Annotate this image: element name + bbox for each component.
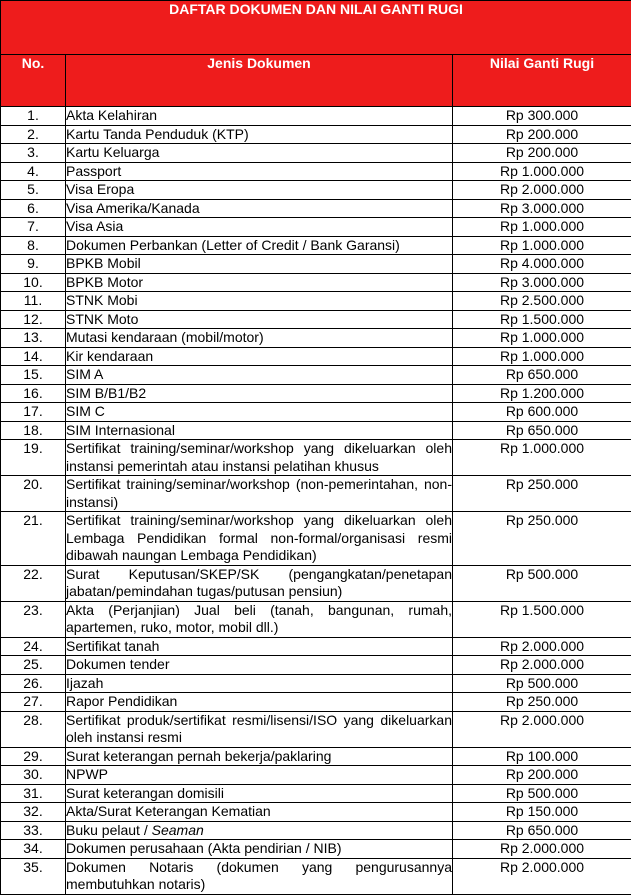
document-type: Surat keterangan pernah bekerja/paklaring xyxy=(66,747,453,766)
table-row xyxy=(1,693,631,712)
table-row xyxy=(1,803,631,822)
replacement-value: Rp 500.000 xyxy=(453,674,631,693)
replacement-value: Rp 1.000.000 xyxy=(453,162,631,181)
document-type: Kartu Keluarga xyxy=(66,144,453,163)
replacement-value: Rp 1.200.000 xyxy=(453,384,631,403)
document-type: Visa Eropa xyxy=(66,181,453,200)
table-row xyxy=(1,747,631,766)
replacement-value: Rp 250.000 xyxy=(453,476,631,512)
replacement-value: Rp 1.000.000 xyxy=(453,236,631,255)
table-row xyxy=(1,601,631,637)
table-row xyxy=(1,637,631,656)
replacement-value: Rp 3.000.000 xyxy=(453,199,631,218)
document-type xyxy=(66,821,453,840)
table-row xyxy=(1,329,631,348)
document-type: STNK Mobi xyxy=(66,292,453,311)
table-row xyxy=(1,784,631,803)
document-type-italic-text: Seaman xyxy=(152,822,204,838)
row-number: 8. xyxy=(1,236,66,255)
table-row xyxy=(1,512,631,566)
document-type: Dokumen perusahaan (Akta pendirian / NIB) xyxy=(66,840,453,859)
replacement-value: Rp 250.000 xyxy=(453,693,631,712)
document-type: Ijazah xyxy=(66,674,453,693)
document-type: Kir kendaraan xyxy=(66,347,453,366)
table-row xyxy=(1,421,631,440)
row-number: 28. xyxy=(1,711,66,747)
replacement-value: Rp 1.000.000 xyxy=(453,218,631,237)
row-number: 6. xyxy=(1,199,66,218)
document-type: Dokumen Perbankan (Letter of Credit / Bank Garansi) xyxy=(66,236,453,255)
table-row xyxy=(1,840,631,859)
document-type: Visa Asia xyxy=(66,218,453,237)
row-number: 4. xyxy=(1,162,66,181)
row-number: 26. xyxy=(1,674,66,693)
replacement-value: Rp 2.000.000 xyxy=(453,637,631,656)
row-number: 16. xyxy=(1,384,66,403)
replacement-value: Rp 1.000.000 xyxy=(453,347,631,366)
row-number: 10. xyxy=(1,273,66,292)
document-type: Sertifikat tanah xyxy=(66,637,453,656)
document-type: BPKB Motor xyxy=(66,273,453,292)
table-row xyxy=(1,292,631,311)
replacement-value: Rp 200.000 xyxy=(453,125,631,144)
replacement-value: Rp 600.000 xyxy=(453,403,631,422)
row-number: 3. xyxy=(1,144,66,163)
row-number: 30. xyxy=(1,766,66,785)
replacement-value: Rp 150.000 xyxy=(453,803,631,822)
table-row xyxy=(1,236,631,255)
document-type: Kartu Tanda Penduduk (KTP) xyxy=(66,125,453,144)
header-row xyxy=(1,55,631,107)
replacement-value: Rp 2.500.000 xyxy=(453,292,631,311)
document-type: Visa Amerika/Kanada xyxy=(66,199,453,218)
document-type: Mutasi kendaraan (mobil/motor) xyxy=(66,329,453,348)
document-type: SIM C xyxy=(66,403,453,422)
replacement-value: Rp 300.000 xyxy=(453,107,631,126)
row-number: 11. xyxy=(1,292,66,311)
row-number: 5. xyxy=(1,181,66,200)
header-value: Nilai Ganti Rugi xyxy=(453,55,631,107)
table-row xyxy=(1,674,631,693)
document-type: Dokumen Notaris (dokumen yang pengurusannya membutuhkan notaris) xyxy=(66,858,453,894)
title-row xyxy=(1,1,631,55)
replacement-value: Rp 3.000.000 xyxy=(453,273,631,292)
table-row xyxy=(1,821,631,840)
document-type: Sertifikat training/seminar/workshop yang dikeluarkan oleh instansi pemerintah atau instansi pelatihan khusus xyxy=(66,440,453,476)
table-row xyxy=(1,273,631,292)
replacement-value: Rp 650.000 xyxy=(453,366,631,385)
table-row xyxy=(1,384,631,403)
replacement-value: Rp 500.000 xyxy=(453,565,631,601)
table-row xyxy=(1,144,631,163)
replacement-value: Rp 2.000.000 xyxy=(453,656,631,675)
document-type: SIM Internasional xyxy=(66,421,453,440)
table-row xyxy=(1,310,631,329)
row-number: 21. xyxy=(1,512,66,566)
replacement-value: Rp 650.000 xyxy=(453,821,631,840)
row-number: 24. xyxy=(1,637,66,656)
replacement-value: Rp 1.000.000 xyxy=(453,329,631,348)
document-type: SIM A xyxy=(66,366,453,385)
row-number: 31. xyxy=(1,784,66,803)
table-row xyxy=(1,107,631,126)
document-type: Dokumen tender xyxy=(66,656,453,675)
document-type: Akta/Surat Keterangan Kematian xyxy=(66,803,453,822)
row-number: 22. xyxy=(1,565,66,601)
table-row xyxy=(1,255,631,274)
replacement-value: Rp 4.000.000 xyxy=(453,255,631,274)
replacement-value: Rp 2.000.000 xyxy=(453,711,631,747)
row-number: 17. xyxy=(1,403,66,422)
document-type: Surat keterangan domisili xyxy=(66,784,453,803)
row-number: 1. xyxy=(1,107,66,126)
document-type-text: Buku pelaut / xyxy=(66,822,148,838)
document-type: Sertifikat training/seminar/workshop yang dikeluarkan oleh Lembaga Pendidikan formal non-formal/organisasi resmi dibawah naungan Lembaga Pendidikan) xyxy=(66,512,453,566)
replacement-value: Rp 1.500.000 xyxy=(453,310,631,329)
table-row xyxy=(1,711,631,747)
table-row xyxy=(1,199,631,218)
document-type: Rapor Pendidikan xyxy=(66,693,453,712)
table-row xyxy=(1,440,631,476)
row-number: 35. xyxy=(1,858,66,894)
table-title: DAFTAR DOKUMEN DAN NILAI GANTI RUGI xyxy=(1,1,631,55)
document-type: BPKB Mobil xyxy=(66,255,453,274)
header-document-type: Jenis Dokumen xyxy=(66,55,453,107)
row-number: 12. xyxy=(1,310,66,329)
table-row xyxy=(1,858,631,894)
document-type: NPWP xyxy=(66,766,453,785)
table-row xyxy=(1,403,631,422)
header-no: No. xyxy=(1,55,66,107)
table-row xyxy=(1,181,631,200)
row-number: 19. xyxy=(1,440,66,476)
row-number: 15. xyxy=(1,366,66,385)
row-number: 23. xyxy=(1,601,66,637)
document-type: Passport xyxy=(66,162,453,181)
replacement-value: Rp 100.000 xyxy=(453,747,631,766)
replacement-value: Rp 200.000 xyxy=(453,766,631,785)
table-row xyxy=(1,476,631,512)
replacement-value: Rp 2.000.000 xyxy=(453,840,631,859)
document-type: Akta (Perjanjian) Jual beli (tanah, bangunan, rumah, apartemen, ruko, motor, mobil dll.) xyxy=(66,601,453,637)
replacement-value: Rp 250.000 xyxy=(453,512,631,566)
replacement-value: Rp 500.000 xyxy=(453,784,631,803)
row-number: 18. xyxy=(1,421,66,440)
row-number: 34. xyxy=(1,840,66,859)
replacement-value: Rp 1.500.000 xyxy=(453,601,631,637)
table-row xyxy=(1,125,631,144)
table-row xyxy=(1,162,631,181)
row-number: 25. xyxy=(1,656,66,675)
document-type: STNK Moto xyxy=(66,310,453,329)
replacement-value: Rp 200.000 xyxy=(453,144,631,163)
row-number: 14. xyxy=(1,347,66,366)
row-number: 32. xyxy=(1,803,66,822)
table-row xyxy=(1,366,631,385)
table-row xyxy=(1,347,631,366)
document-type: Surat Keputusan/SKEP/SK (pengangkatan/penetapan jabatan/pemindahan tugas/putusan pensiun) xyxy=(66,565,453,601)
row-number: 27. xyxy=(1,693,66,712)
row-number: 20. xyxy=(1,476,66,512)
row-number: 13. xyxy=(1,329,66,348)
row-number: 2. xyxy=(1,125,66,144)
row-number: 9. xyxy=(1,255,66,274)
row-number: 29. xyxy=(1,747,66,766)
replacement-value: Rp 1.000.000 xyxy=(453,440,631,476)
table-row xyxy=(1,565,631,601)
document-type: SIM B/B1/B2 xyxy=(66,384,453,403)
table-row xyxy=(1,656,631,675)
document-type: Sertifikat training/seminar/workshop (non-pemerintahan, non-instansi) xyxy=(66,476,453,512)
document-type: Sertifikat produk/sertifikat resmi/lisensi/ISO yang dikeluarkan oleh instansi resmi xyxy=(66,711,453,747)
row-number: 7. xyxy=(1,218,66,237)
table-row xyxy=(1,218,631,237)
row-number: 33. xyxy=(1,821,66,840)
replacement-value: Rp 2.000.000 xyxy=(453,858,631,894)
replacement-value: Rp 650.000 xyxy=(453,421,631,440)
table-row xyxy=(1,766,631,785)
replacement-value: Rp 2.000.000 xyxy=(453,181,631,200)
table-body xyxy=(1,107,631,895)
document-type: Akta Kelahiran xyxy=(66,107,453,126)
